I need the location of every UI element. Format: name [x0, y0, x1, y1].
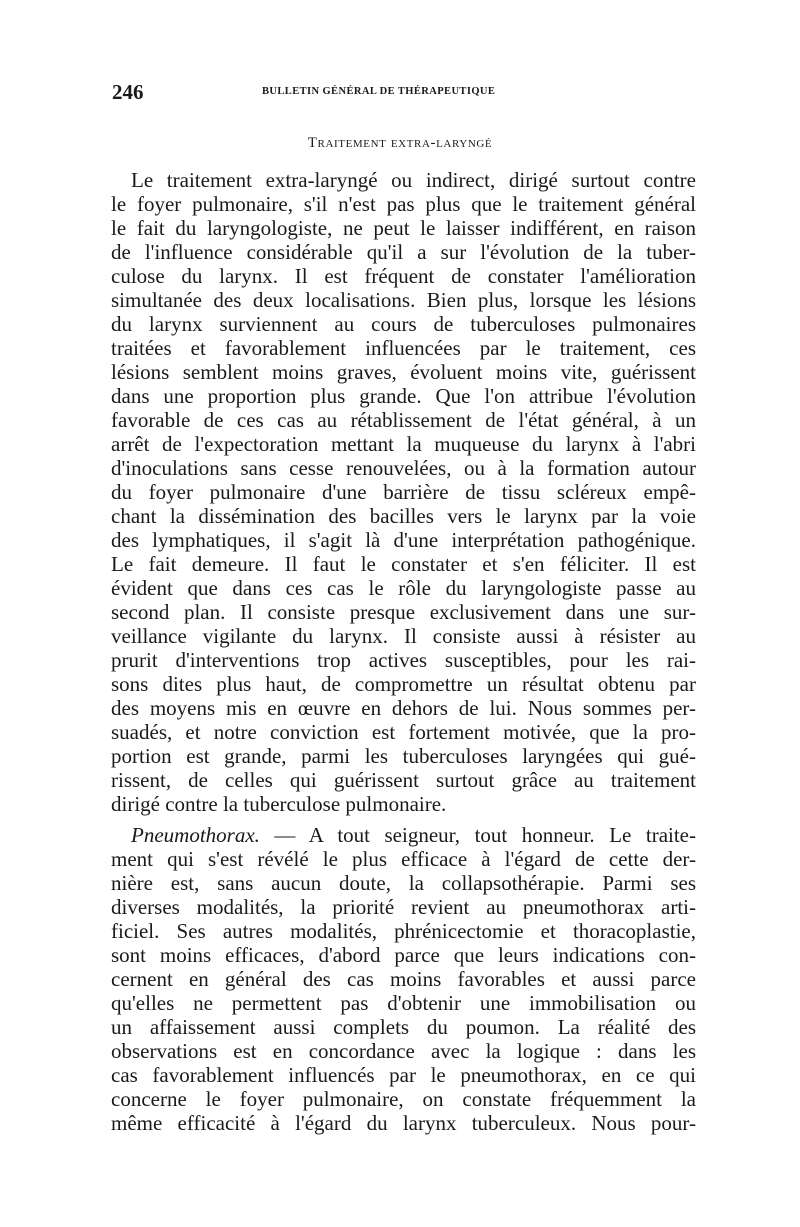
text-line: nière est, sans aucun doute, la collapsothérapie. Parmi ses — [111, 871, 696, 895]
paragraph-lead-title: Pneumothorax. — [131, 823, 260, 847]
text-line: dans une proportion plus grande. Que l'on attribue l'évolution — [111, 384, 696, 408]
text-line: un affaissement aussi complets du poumon. La réalité des — [111, 1015, 696, 1039]
section-heading: Traitement extra-laryngé — [307, 135, 493, 151]
text-line: des lymphatiques, il s'agit là d'une interprétation pathogénique. — [111, 528, 696, 552]
text-line: cernent en général des cas moins favorables et aussi parce — [111, 967, 696, 991]
text-line: du larynx surviennent au cours de tuberculoses pulmonaires — [111, 312, 696, 336]
text-line: d'inoculations sans cesse renouvelées, ou à la formation autour — [111, 456, 696, 480]
text-line: observations est en concordance avec la logique : dans les — [111, 1039, 696, 1063]
text-line: de l'influence considérable qu'il a sur l'évolution de la tuber- — [111, 240, 696, 264]
text-line-first — [111, 823, 696, 847]
text-line: concerne le foyer pulmonaire, on constate fréquemment la — [111, 1087, 696, 1111]
text-line: ment qui s'est révélé le plus efficace à l'égard de cette der- — [111, 847, 696, 871]
journal-title: BULLETIN GÉNÉRAL DE THÉRAPEUTIQUE — [262, 86, 496, 97]
text-line: rissent, de celles qui guérissent surtout grâce au traitement — [111, 768, 696, 792]
paragraph-pneumothorax — [111, 823, 696, 1135]
text-line: sons dites plus haut, de compromettre un résultat obtenu par — [111, 672, 696, 696]
paragraph-traitement-extra-laryngé — [111, 168, 696, 816]
text-line: cas favorablement influencés par le pneumothorax, en ce qui — [111, 1063, 696, 1087]
text-line: ficiel. Ses autres modalités, phrénicectomie et thoracoplastie, — [111, 919, 696, 943]
text-line: culose du larynx. Il est fréquent de constater l'amélioration — [111, 264, 696, 288]
text-line: qu'elles ne permettent pas d'obtenir une immobilisation ou — [111, 991, 696, 1015]
text-line: le fait du laryngologiste, ne peut le laisser indifférent, en raison — [111, 216, 696, 240]
running-head — [112, 80, 694, 106]
text-line: veillance vigilante du larynx. Il consiste aussi à résister au — [111, 624, 696, 648]
text-line: dirigé contre la tuberculose pulmonaire. — [111, 792, 447, 816]
text-line: sont moins efficaces, d'abord parce que leurs indications con- — [111, 943, 696, 967]
text-line: traitées et favorablement influencées par le traitement, ces — [111, 336, 696, 360]
text-line: arrêt de l'expectoration mettant la muqueuse du larynx à l'abri — [111, 432, 696, 456]
text-line: chant la dissémination des bacilles vers le larynx par la voie — [111, 504, 696, 528]
text-line: le foyer pulmonaire, s'il n'est pas plus que le traitement général — [111, 192, 696, 216]
text-line: favorable de ces cas au rétablissement de l'état général, à un — [111, 408, 696, 432]
text-line: portion est grande, parmi les tuberculoses laryngées qui gué- — [111, 744, 696, 768]
text-line: suadés, et notre conviction est fortement motivée, que la pro- — [111, 720, 696, 744]
text-line: Le traitement extra-laryngé ou indirect, dirigé surtout contre — [131, 168, 696, 192]
text-line: même efficacité à l'égard du larynx tuberculeux. Nous pour- — [111, 1111, 696, 1135]
page-number: 246 — [112, 80, 144, 104]
text-line: évident que dans ces cas le rôle du laryngologiste passe au — [111, 576, 696, 600]
text-line: simultanée des deux localisations. Bien plus, lorsque les lésions — [111, 288, 696, 312]
text-line: prurit d'interventions trop actives susceptibles, pour les rai- — [111, 648, 696, 672]
text-line: lésions semblent moins graves, évoluent moins vite, guérissent — [111, 360, 696, 384]
text-line: second plan. Il consiste presque exclusivement dans une sur- — [111, 600, 696, 624]
text-line: Le fait demeure. Il faut le constater et s'en féliciter. Il est — [111, 552, 696, 576]
first-line-text: — A tout seigneur, tout honneur. Le traite- — [259, 823, 696, 847]
text-line: des moyens mis en œuvre en dehors de lui. Nous sommes per- — [111, 696, 696, 720]
text-line: diverses modalités, la priorité revient au pneumothorax arti- — [111, 895, 696, 919]
text-line: du foyer pulmonaire d'une barrière de tissu scléreux empê- — [111, 480, 696, 504]
